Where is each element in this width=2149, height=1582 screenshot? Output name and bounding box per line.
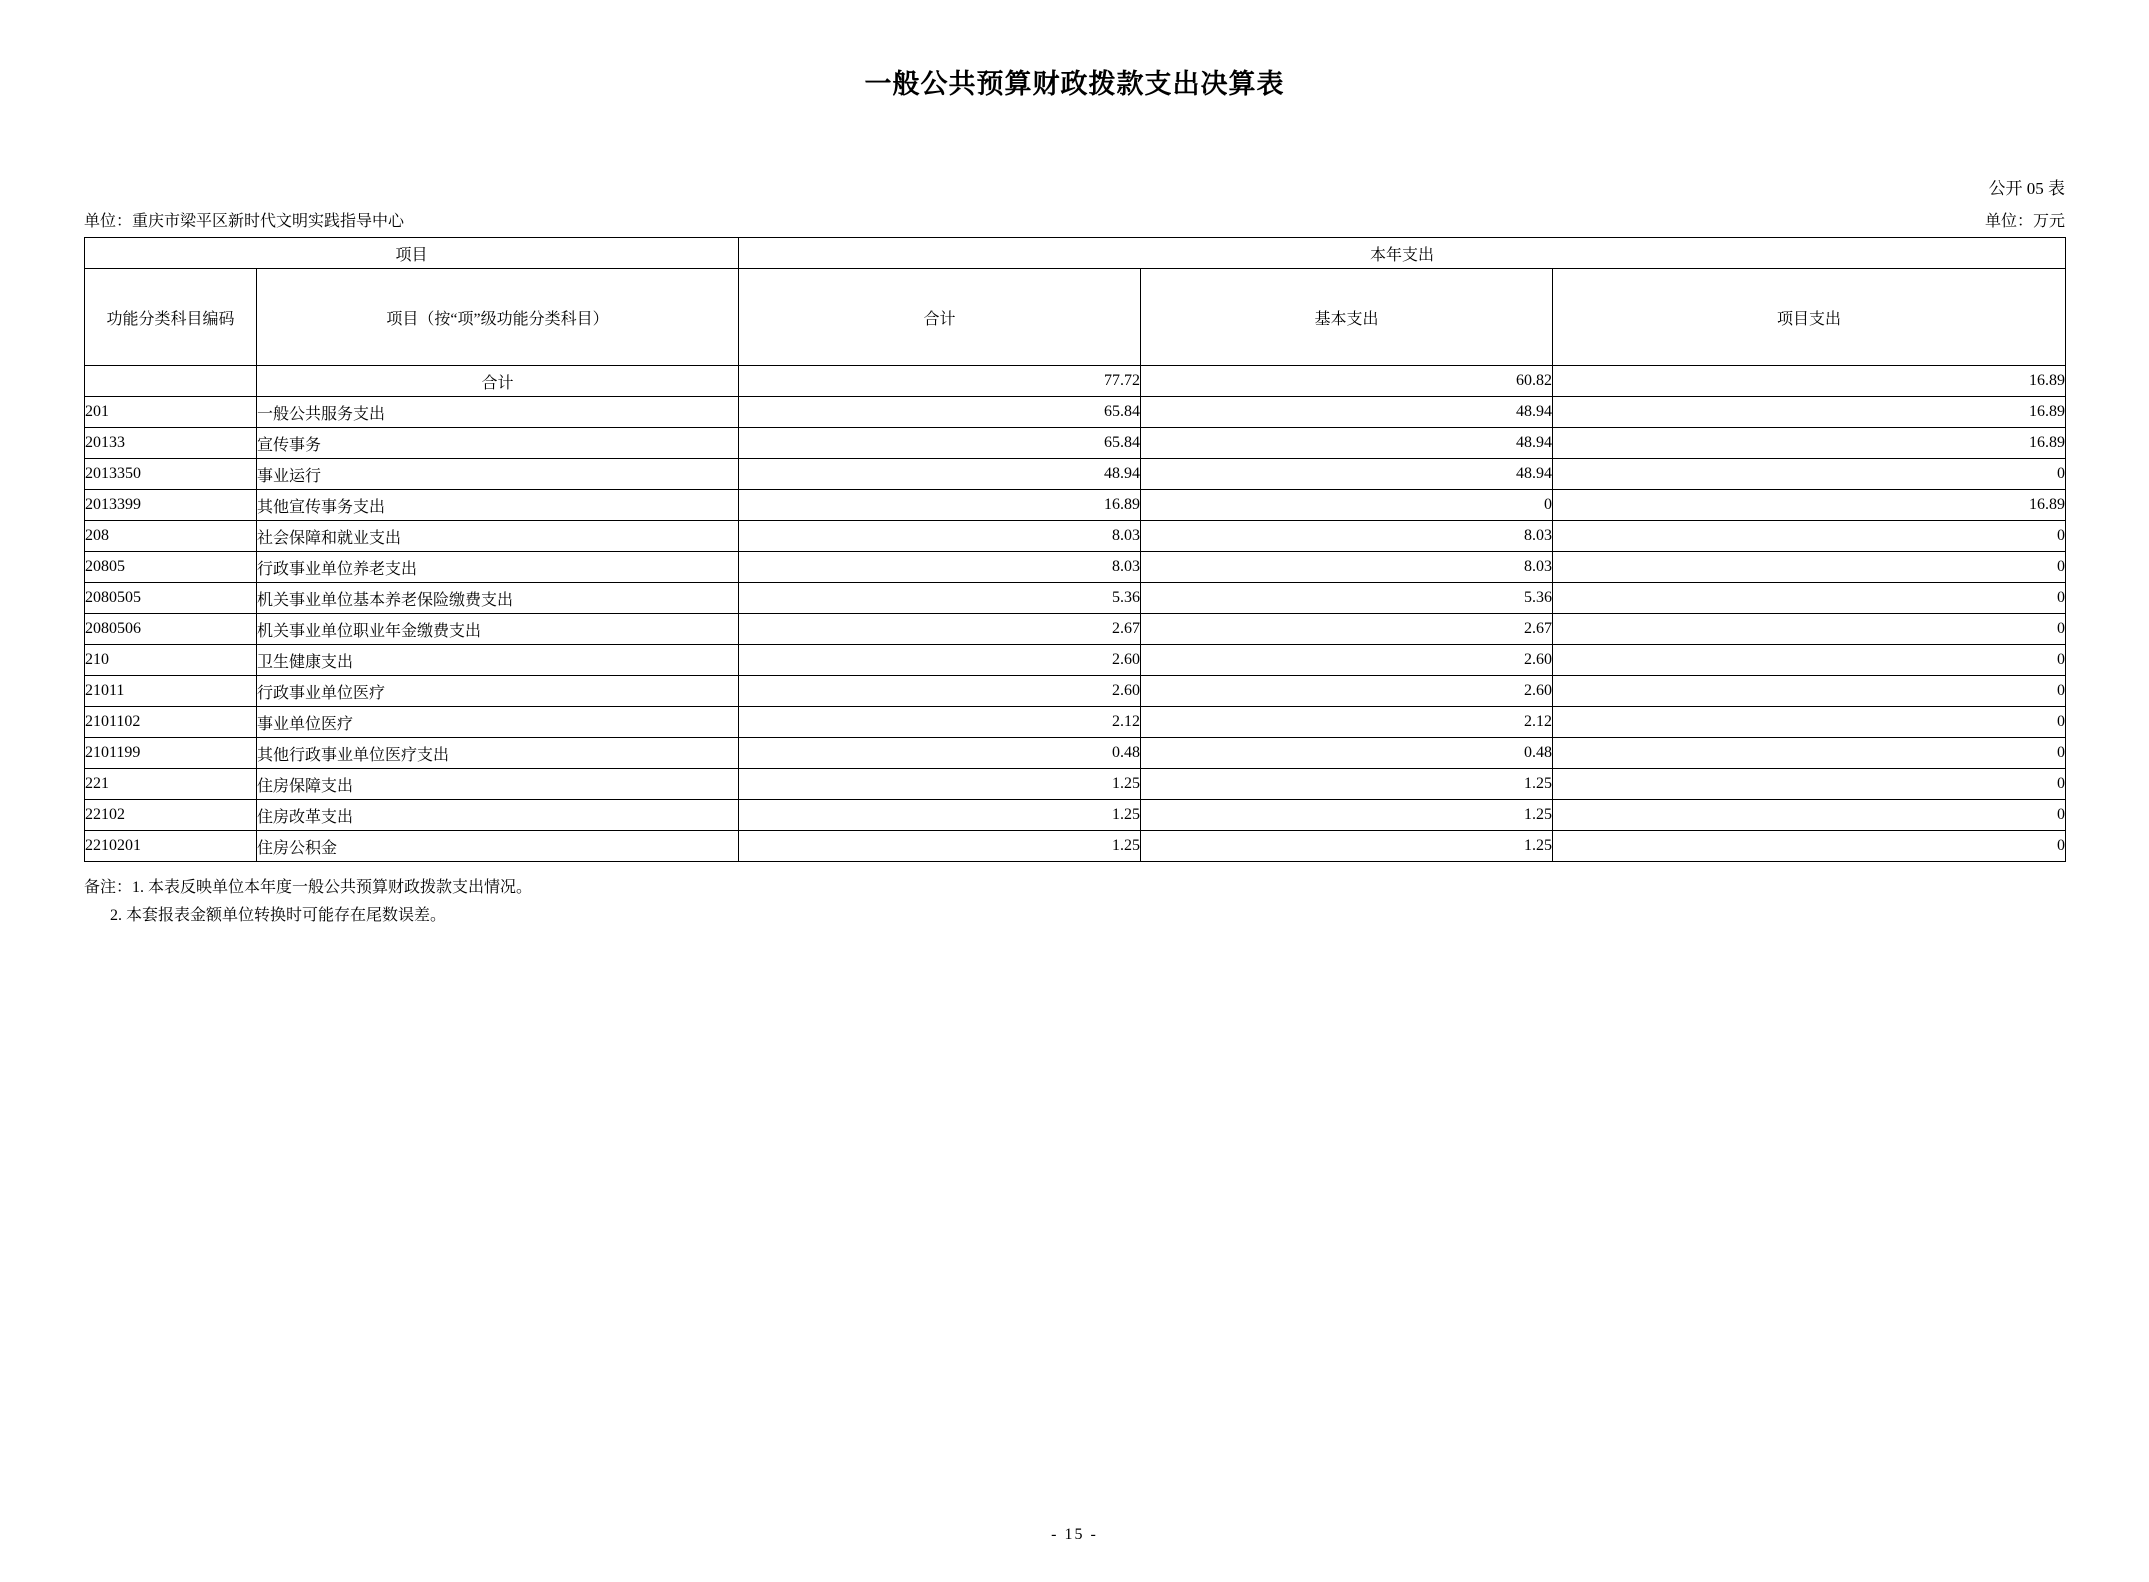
- table-notes: [84, 874, 532, 930]
- table-row: [85, 769, 2066, 800]
- page-title: 一般公共预算财政拨款支出决算表: [864, 69, 1285, 99]
- cell-project: 0: [1553, 738, 2066, 769]
- amount-unit-label: 单位：万元: [1984, 213, 2065, 230]
- header-year-group: 本年支出: [739, 238, 2066, 269]
- cell-project: 0: [1553, 552, 2066, 583]
- cell-name: 行政事业单位医疗: [257, 676, 739, 707]
- table-row: [85, 676, 2066, 707]
- cell-name: 行政事业单位养老支出: [257, 552, 739, 583]
- cell-basic: 2.67: [1141, 614, 1553, 645]
- cell-total: 1.25: [739, 769, 1141, 800]
- cell-project: 0: [1553, 800, 2066, 831]
- cell-code: 210: [85, 645, 257, 676]
- cell-name: 事业单位医疗: [257, 707, 739, 738]
- cell-code: 20805: [85, 552, 257, 583]
- sheet-number: 公开 05 表: [1988, 179, 2065, 198]
- cell-total: 16.89: [739, 490, 1141, 521]
- table-row: [85, 521, 2066, 552]
- cell-project: 16.89: [1553, 428, 2066, 459]
- cell-project: 0: [1553, 831, 2066, 862]
- page-number: - 15 -: [1051, 1526, 1098, 1543]
- cell-project: 16.89: [1553, 490, 2066, 521]
- cell-project: 0: [1553, 583, 2066, 614]
- table-row: [85, 645, 2066, 676]
- cell-total: 5.36: [739, 583, 1141, 614]
- cell-total: 8.03: [739, 521, 1141, 552]
- table-row: [85, 583, 2066, 614]
- cell-name: 其他行政事业单位医疗支出: [257, 738, 739, 769]
- cell-code: 208: [85, 521, 257, 552]
- header-col-project: 项目支出: [1553, 269, 2066, 366]
- header-col-code: 功能分类科目编码: [85, 269, 257, 366]
- cell-basic: 0: [1141, 490, 1553, 521]
- cell-code: [85, 366, 257, 397]
- cell-total: 2.67: [739, 614, 1141, 645]
- cell-name: 其他宣传事务支出: [257, 490, 739, 521]
- cell-total: 1.25: [739, 831, 1141, 862]
- cell-basic: 48.94: [1141, 397, 1553, 428]
- cell-name: 事业运行: [257, 459, 739, 490]
- cell-total: 8.03: [739, 552, 1141, 583]
- cell-total: 2.12: [739, 707, 1141, 738]
- table-row: [85, 831, 2066, 862]
- table-row: [85, 738, 2066, 769]
- table-row: [85, 459, 2066, 490]
- cell-code: 201: [85, 397, 257, 428]
- table-row: [85, 800, 2066, 831]
- table-group-header-row: [85, 238, 2066, 269]
- cell-name: 住房改革支出: [257, 800, 739, 831]
- cell-basic: 0.48: [1141, 738, 1553, 769]
- cell-code: 2013399: [85, 490, 257, 521]
- budget-expenditure-table: [84, 237, 2066, 862]
- cell-project: 0: [1553, 769, 2066, 800]
- table-column-header-row: [85, 269, 2066, 366]
- table-row: [85, 397, 2066, 428]
- table-row: [85, 366, 2066, 397]
- cell-basic: 2.12: [1141, 707, 1553, 738]
- header-col-total: 合计: [739, 269, 1141, 366]
- cell-project: 0: [1553, 614, 2066, 645]
- cell-name: 机关事业单位职业年金缴费支出: [257, 614, 739, 645]
- cell-total: 65.84: [739, 397, 1141, 428]
- table-row: [85, 707, 2066, 738]
- cell-code: 2080506: [85, 614, 257, 645]
- cell-project: 0: [1553, 645, 2066, 676]
- cell-project: 0: [1553, 676, 2066, 707]
- cell-basic: 60.82: [1141, 366, 1553, 397]
- cell-basic: 48.94: [1141, 428, 1553, 459]
- cell-project: 0: [1553, 521, 2066, 552]
- cell-code: 2080505: [85, 583, 257, 614]
- cell-total: 2.60: [739, 676, 1141, 707]
- cell-name: 住房公积金: [257, 831, 739, 862]
- cell-name: 机关事业单位基本养老保险缴费支出: [257, 583, 739, 614]
- cell-code: 21011: [85, 676, 257, 707]
- cell-basic: 8.03: [1141, 521, 1553, 552]
- cell-name: 合计: [257, 366, 739, 397]
- cell-basic: 1.25: [1141, 769, 1553, 800]
- cell-basic: 8.03: [1141, 552, 1553, 583]
- cell-total: 48.94: [739, 459, 1141, 490]
- cell-name: 卫生健康支出: [257, 645, 739, 676]
- cell-code: 2101199: [85, 738, 257, 769]
- document-page: [0, 62, 2149, 1582]
- header-col-name: 项目（按“项”级功能分类科目）: [257, 269, 739, 366]
- cell-total: 1.25: [739, 800, 1141, 831]
- table-row: [85, 614, 2066, 645]
- table-row: [85, 552, 2066, 583]
- cell-total: 0.48: [739, 738, 1141, 769]
- meta-row: [84, 208, 2065, 231]
- cell-name: 社会保障和就业支出: [257, 521, 739, 552]
- cell-project: 0: [1553, 707, 2066, 738]
- cell-basic: 1.25: [1141, 831, 1553, 862]
- cell-code: 2210201: [85, 831, 257, 862]
- table-row: [85, 428, 2066, 459]
- unit-name-label: 单位：重庆市梁平区新时代文明实践指导中心: [84, 213, 405, 230]
- cell-basic: 1.25: [1141, 800, 1553, 831]
- cell-code: 2101102: [85, 707, 257, 738]
- cell-name: 宣传事务: [257, 428, 739, 459]
- cell-name: 住房保障支出: [257, 769, 739, 800]
- header-item-group: 项目: [85, 238, 739, 269]
- cell-basic: 2.60: [1141, 645, 1553, 676]
- cell-code: 221: [85, 769, 257, 800]
- cell-code: 20133: [85, 428, 257, 459]
- cell-code: 2013350: [85, 459, 257, 490]
- note-line-2: 2. 本套报表金额单位转换时可能存在尾数误差。: [110, 907, 447, 924]
- cell-name: 一般公共服务支出: [257, 397, 739, 428]
- cell-total: 77.72: [739, 366, 1141, 397]
- cell-basic: 48.94: [1141, 459, 1553, 490]
- cell-project: 0: [1553, 459, 2066, 490]
- cell-total: 2.60: [739, 645, 1141, 676]
- cell-project: 16.89: [1553, 366, 2066, 397]
- cell-total: 65.84: [739, 428, 1141, 459]
- header-col-basic: 基本支出: [1141, 269, 1553, 366]
- cell-basic: 5.36: [1141, 583, 1553, 614]
- cell-code: 22102: [85, 800, 257, 831]
- table-row: [85, 490, 2066, 521]
- cell-project: 16.89: [1553, 397, 2066, 428]
- cell-basic: 2.60: [1141, 676, 1553, 707]
- note-line-1: 备注：1. 本表反映单位本年度一般公共预算财政拨款支出情况。: [84, 879, 533, 896]
